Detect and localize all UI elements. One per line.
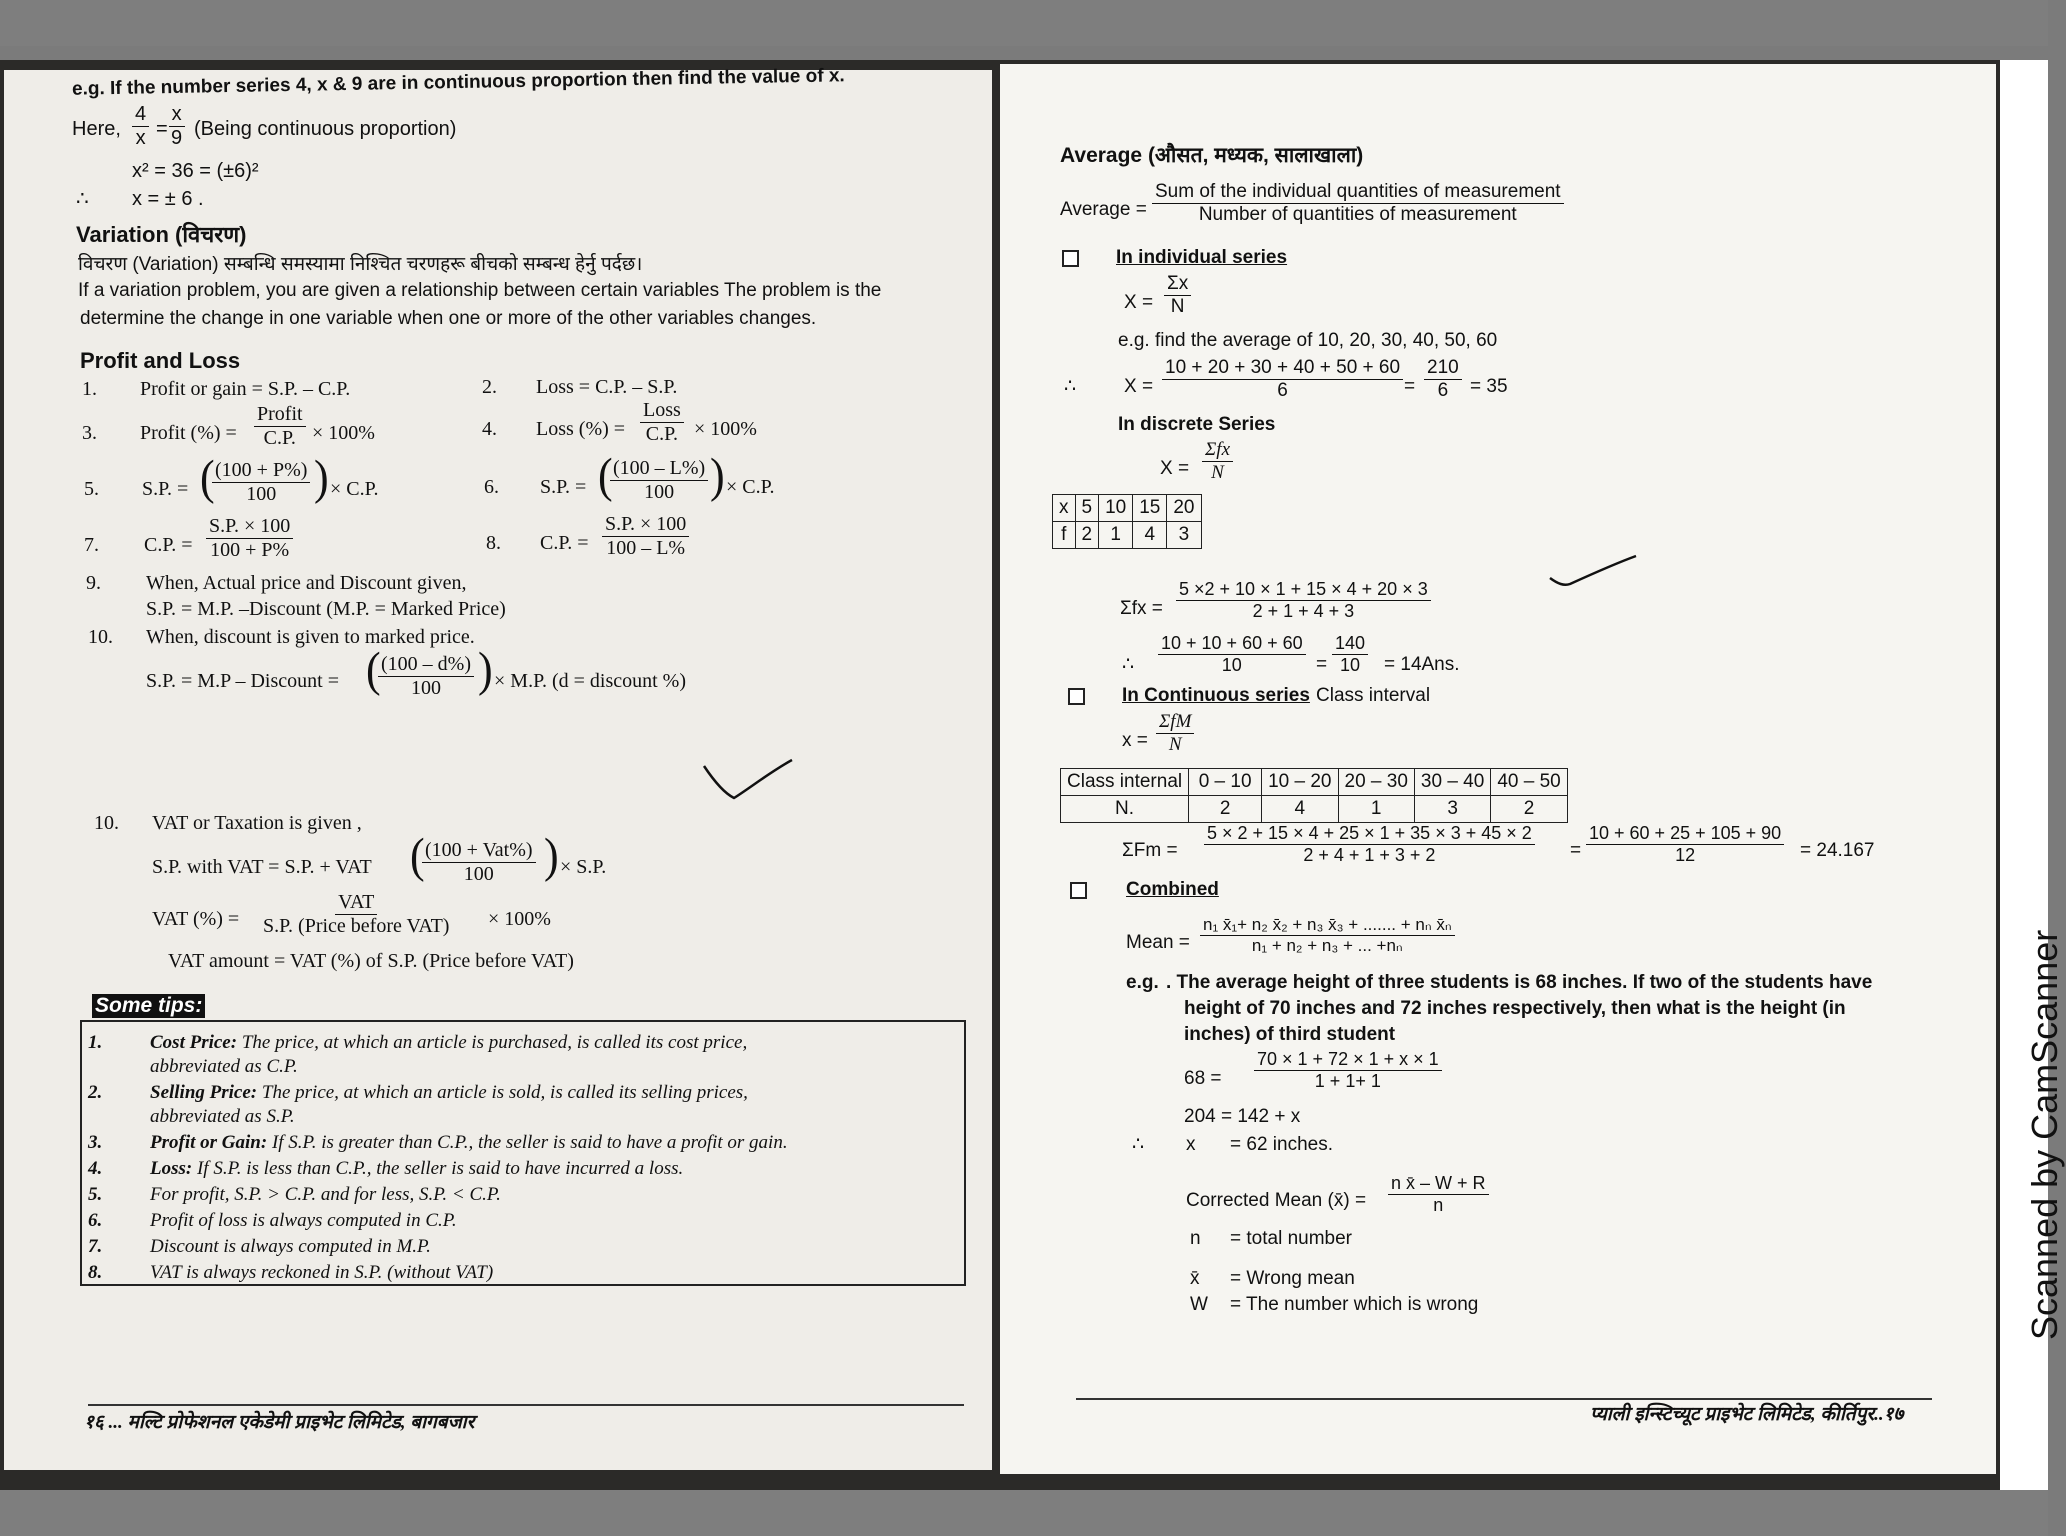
tip-description: If S.P. is less than C.P., the seller is said to have incurred a loss. — [192, 1158, 684, 1179]
table-cell: 3 — [1414, 796, 1490, 823]
formula-10-prefix: S.P. = M.P – Discount = — [146, 670, 339, 692]
formula-7-number: 7. — [84, 534, 99, 556]
tip-term: Loss: — [150, 1158, 193, 1179]
tip-number: 5. — [88, 1184, 103, 1205]
equals-sign: = — [156, 118, 168, 140]
tip-number: 1. — [88, 1032, 103, 1053]
height-equation-line2: 204 = 142 + x — [1184, 1106, 1301, 1127]
sum-fm-result: = 24.167 — [1800, 840, 1875, 861]
vat-percent-fraction: VAT S.P. (Price before VAT) — [263, 891, 450, 937]
therefore-symbol: ∴ — [1064, 376, 1077, 397]
tip-text — [150, 1132, 788, 1154]
vat-formula-prefix: S.P. with VAT = S.P. + VAT — [152, 856, 372, 878]
continuous-series-heading: In Continuous series — [1122, 685, 1310, 706]
formula-10-fraction: (100 – d%) 100 — [378, 654, 474, 699]
individual-calc2-fraction: 210 6 — [1424, 358, 1462, 401]
discrete-mean-prefix: X = — [1160, 458, 1190, 479]
vat-amount: VAT amount = VAT (%) of S.P. (Price before VAT) — [168, 950, 574, 972]
fraction-x-over-9: x 9 — [168, 104, 185, 149]
sum-fx-calc-fraction: 10 + 10 + 60 + 60 10 — [1158, 634, 1306, 675]
table-cell: 40 – 50 — [1491, 769, 1567, 796]
top-border — [0, 0, 2048, 46]
vat-formula-suffix: × S.P. — [560, 856, 607, 878]
table-cell: 3 — [1167, 522, 1201, 549]
table-cell: x — [1053, 495, 1076, 522]
left-page — [4, 65, 992, 1470]
checkmark-icon — [1548, 554, 1638, 594]
formula-1-number: 1. — [82, 378, 97, 400]
formula-6-number: 6. — [484, 476, 499, 498]
combined-heading: Combined — [1126, 879, 1219, 900]
tip-description-continued: abbreviated as S.P. — [150, 1106, 295, 1127]
individual-equals: = — [1404, 376, 1416, 397]
definition-w-key: W — [1190, 1294, 1208, 1315]
sum-fm-calc-fraction: 10 + 60 + 25 + 105 + 90 12 — [1586, 824, 1784, 865]
right-footer-rule — [1076, 1398, 1932, 1400]
some-tips-heading: Some tips: — [92, 994, 205, 1018]
average-prefix: Average = — [1060, 199, 1147, 220]
tip-term: Profit or Gain: — [150, 1132, 268, 1153]
table-cell: N. — [1061, 796, 1189, 823]
therefore-symbol: ∴ — [76, 188, 89, 210]
formula-7-fraction: S.P. × 100 100 + P% — [206, 516, 293, 561]
tip-description: Discount is always computed in M.P. — [150, 1236, 431, 1257]
table-cell: 20 — [1167, 495, 1201, 522]
definition-x-key: x̄ — [1190, 1268, 1200, 1289]
variation-nepali-text: विचरण (Variation) सम्बन्धि समस्यामा निश्चित चरणहरू बीचको सम्बन्ध हेर्नु पर्दछ। — [78, 254, 643, 275]
checkbox-icon — [1062, 250, 1079, 267]
formula-2-number: 2. — [482, 376, 497, 398]
table-cell: 30 – 40 — [1414, 769, 1490, 796]
tip-number: 6. — [88, 1210, 103, 1231]
formula-5-number: 5. — [84, 478, 99, 500]
height-equation-fraction: 70 × 1 + 72 × 1 + x × 1 1 + 1+ 1 — [1254, 1050, 1442, 1091]
table-row — [1053, 495, 1202, 522]
vat-formula-fraction: (100 + Vat%) 100 — [422, 840, 536, 885]
vat-formula-left-paren: ( — [410, 828, 425, 883]
tip-text — [150, 1236, 431, 1258]
table-row — [1053, 522, 1202, 549]
camscanner-watermark: Scanned by CamScanner — [2000, 60, 2048, 1490]
table-cell: 20 – 30 — [1338, 769, 1414, 796]
formula-6-fraction: (100 – L%) 100 — [610, 458, 708, 503]
sum-fx-result: = 14Ans. — [1384, 654, 1460, 675]
example-heading: e.g. If the number series 4, x & 9 are in continuous proportion then find the value of x. — [71, 65, 845, 100]
mean-prefix: Mean = — [1126, 932, 1190, 953]
height-x-label: x — [1186, 1134, 1196, 1155]
proportion-note: (Being continuous proportion) — [194, 118, 457, 140]
example-text-line3: inches) of third student — [1184, 1024, 1396, 1045]
table-row — [1061, 796, 1568, 823]
individual-example: e.g. find the average of 10, 20, 30, 40, 50, 60 — [1118, 330, 1498, 351]
tip-number: 4. — [88, 1158, 103, 1179]
sum-fm-equals: = — [1570, 840, 1582, 861]
tip-description: For profit, S.P. > C.P. and for less, S.P. < C.P. — [150, 1184, 501, 1205]
tip-description-continued: abbreviated as C.P. — [150, 1056, 298, 1077]
formula-6-prefix: S.P. = — [540, 476, 587, 498]
corrected-mean-fraction: n x̄ – W + R n — [1388, 1174, 1489, 1215]
formula-4-suffix: × 100% — [694, 418, 757, 440]
continuous-table — [1060, 768, 1568, 823]
corrected-mean-prefix: Corrected Mean (x̄) = — [1186, 1190, 1367, 1211]
formula-5-right-paren: ) — [314, 450, 329, 505]
table-cell: 10 — [1099, 495, 1133, 522]
sum-fx-fraction: 5 ×2 + 10 × 1 + 15 × 4 + 20 × 3 2 + 1 + 4 + 3 — [1176, 580, 1431, 621]
average-heading: Average (औसत, मध्यक, सालाखाला) — [1060, 144, 1364, 167]
vat-percent-suffix: × 100% — [488, 908, 551, 930]
formula-6-suffix: × C.P. — [726, 476, 775, 498]
left-footer-rule — [88, 1404, 964, 1406]
vat-percent-prefix: VAT (%) = — [152, 908, 240, 930]
sum-fm-prefix: ΣFm = — [1122, 840, 1178, 861]
table-cell: f — [1053, 522, 1076, 549]
checkbox-icon — [1070, 882, 1087, 899]
variation-heading: Variation (विचरण) — [76, 222, 247, 247]
tip-number: 3. — [88, 1132, 103, 1153]
individual-mean-fraction: Σx N — [1164, 274, 1191, 317]
tip-description: If S.P. is greater than C.P., the seller is said to have a profit or gain. — [267, 1132, 788, 1153]
individual-calc-fraction: 10 + 20 + 30 + 40 + 50 + 60 6 — [1162, 358, 1403, 401]
tip-description: Profit of loss is always computed in C.P. — [150, 1210, 457, 1231]
continuous-mean-fraction: ΣfM N — [1156, 712, 1194, 755]
discrete-mean-fraction: Σfx N — [1202, 440, 1233, 483]
formula-3-number: 3. — [82, 422, 97, 444]
individual-series-heading: In individual series — [1116, 247, 1288, 268]
therefore-symbol-2: ∴ — [1122, 654, 1135, 675]
discrete-table — [1052, 494, 1202, 549]
therefore-symbol-3: ∴ — [1132, 1134, 1145, 1155]
sum-fm-fraction: 5 × 2 + 15 × 4 + 25 × 1 + 35 × 3 + 45 × 2 2 + 4 + 1 + 3 + 2 — [1204, 824, 1535, 865]
formula-8-number: 8. — [486, 532, 501, 554]
table-cell: 4 — [1262, 796, 1338, 823]
formula-9-number: 9. — [86, 572, 101, 594]
average-fraction: Sum of the individual quantities of measurement Number of quantities of measurement — [1152, 182, 1564, 225]
here-label: Here, — [72, 118, 121, 140]
bottom-border — [0, 1490, 2048, 1536]
formula-10-suffix: × M.P. (d = discount %) — [494, 670, 687, 692]
checkbox-icon — [1068, 688, 1085, 705]
formula-10-right-paren: ) — [478, 642, 493, 697]
table-cell: 15 — [1133, 495, 1167, 522]
x-squared-line: x² = 36 = (±6)² — [132, 160, 259, 182]
formula-5-left-paren: ( — [200, 450, 215, 505]
sum-fx-prefix: Σfx = — [1120, 598, 1163, 619]
tip-description: The price, at which an article is sold, is called its selling prices, — [257, 1082, 748, 1103]
combined-mean-fraction: n₁ x̄₁+ n₂ x̄₂ + n₃ x̄₃ + ....... + nₙ x̄ₙ n₁ + n₂ + n₃ + ... +nₙ — [1200, 916, 1455, 955]
tip-text — [150, 1184, 501, 1206]
formula-8-prefix: C.P. = — [540, 532, 589, 554]
example-text-line2: height of 70 inches and 72 inches respectively, then what is the height (in — [1184, 998, 1846, 1019]
formula-4-number: 4. — [482, 418, 497, 440]
table-cell: 5 — [1075, 495, 1099, 522]
tip-text — [150, 1262, 493, 1284]
table-cell: 2 — [1075, 522, 1099, 549]
checkmark-icon — [700, 758, 796, 806]
table-cell: 10 – 20 — [1262, 769, 1338, 796]
continuous-mean-prefix: x = — [1122, 730, 1148, 751]
table-cell: 2 — [1189, 796, 1262, 823]
vat-heading: VAT or Taxation is given , — [152, 812, 362, 834]
individual-calc-prefix: X = — [1124, 376, 1154, 397]
definition-n-value: = total number — [1230, 1228, 1352, 1249]
example-text-line1: . The average height of three students is 68 inches. If two of the students have — [1166, 972, 1873, 993]
formula-4-fraction: Loss C.P. — [640, 400, 684, 445]
table-cell: 0 – 10 — [1189, 769, 1262, 796]
tip-number: 7. — [88, 1236, 103, 1257]
formula-8-fraction: S.P. × 100 100 – L% — [602, 514, 689, 559]
variation-english-line2: determine the change in one variable when one or more of the other variables changes. — [80, 308, 817, 329]
formula-5-prefix: S.P. = — [142, 478, 189, 500]
formula-10-left-paren: ( — [366, 642, 381, 697]
tip-text — [150, 1082, 748, 1104]
height-answer: = 62 inches. — [1230, 1134, 1333, 1155]
vat-formula-right-paren: ) — [544, 828, 559, 883]
example-label: e.g. — [1126, 972, 1159, 993]
definition-x-value: = Wrong mean — [1230, 1268, 1355, 1289]
tip-text — [150, 1210, 457, 1232]
table-row — [1061, 769, 1568, 796]
individual-result: = 35 — [1470, 376, 1508, 397]
tip-description: The price, at which an article is purchased, is called its cost price, — [237, 1032, 748, 1053]
table-cell: 4 — [1133, 522, 1167, 549]
table-cell: Class internal — [1061, 769, 1189, 796]
formula-3-prefix: Profit (%) = — [140, 422, 237, 444]
individual-mean-prefix: X = — [1124, 292, 1154, 313]
tip-text — [150, 1158, 683, 1180]
definition-n-key: n — [1190, 1228, 1201, 1249]
tip-term: Selling Price: — [150, 1082, 258, 1103]
x-solution: x = ± 6 . — [132, 188, 204, 210]
variation-english-line1: If a variation problem, you are given a relationship between certain variables The problem is the — [78, 280, 882, 301]
formula-10-number: 10. — [88, 626, 113, 648]
tip-term: Cost Price: — [150, 1032, 238, 1053]
formula-4-prefix: Loss (%) = — [536, 418, 626, 440]
tip-number: 2. — [88, 1082, 103, 1103]
formula-5-suffix: × C.P. — [330, 478, 379, 500]
vat-number: 10. — [94, 812, 119, 834]
profit-loss-heading: Profit and Loss — [80, 348, 241, 373]
tip-text — [150, 1032, 747, 1054]
formula-6-right-paren: ) — [710, 448, 725, 503]
table-cell: 1 — [1338, 796, 1414, 823]
fraction-4-over-x: 4 x — [132, 104, 149, 149]
left-footer: १६ ... मल्टि प्रोफेशनल एकेडेमी प्राइभेट लिमिटेड, बागबजार — [84, 1412, 475, 1433]
formula-6-left-paren: ( — [598, 448, 613, 503]
definition-w-value: = The number which is wrong — [1230, 1294, 1479, 1315]
discrete-series-heading: In discrete Series — [1118, 414, 1276, 435]
formula-2: Loss = C.P. – S.P. — [536, 376, 678, 398]
formula-1: Profit or gain = S.P. – C.P. — [140, 378, 351, 400]
table-cell: 2 — [1491, 796, 1567, 823]
continuous-series-note: Class interval — [1316, 685, 1431, 706]
sum-fx-calc2-fraction: 140 10 — [1332, 634, 1368, 675]
height-equation-prefix: 68 = — [1184, 1068, 1222, 1089]
tip-number: 8. — [88, 1262, 103, 1283]
tip-description: VAT is always reckoned in S.P. (without VAT) — [150, 1262, 494, 1283]
formula-5-fraction: (100 + P%) 100 — [212, 460, 310, 505]
right-footer: प्याली इन्स्टिच्यूट प्राइभेट लिमिटेड, कीर्तिपुर..१७ — [1590, 1404, 1904, 1425]
formula-7-prefix: C.P. = — [144, 534, 193, 556]
sum-fx-equals: = — [1316, 654, 1328, 675]
formula-3-fraction: Profit C.P. — [254, 404, 306, 449]
formula-9-line2: S.P. = M.P. –Discount (M.P. = Marked Price) — [146, 598, 506, 620]
right-page — [1000, 64, 1996, 1474]
formula-9-line1: When, Actual price and Discount given, — [146, 572, 467, 594]
table-cell: 1 — [1099, 522, 1133, 549]
formula-3-suffix: × 100% — [312, 422, 375, 444]
formula-10-line1: When, discount is given to marked price. — [146, 626, 475, 648]
